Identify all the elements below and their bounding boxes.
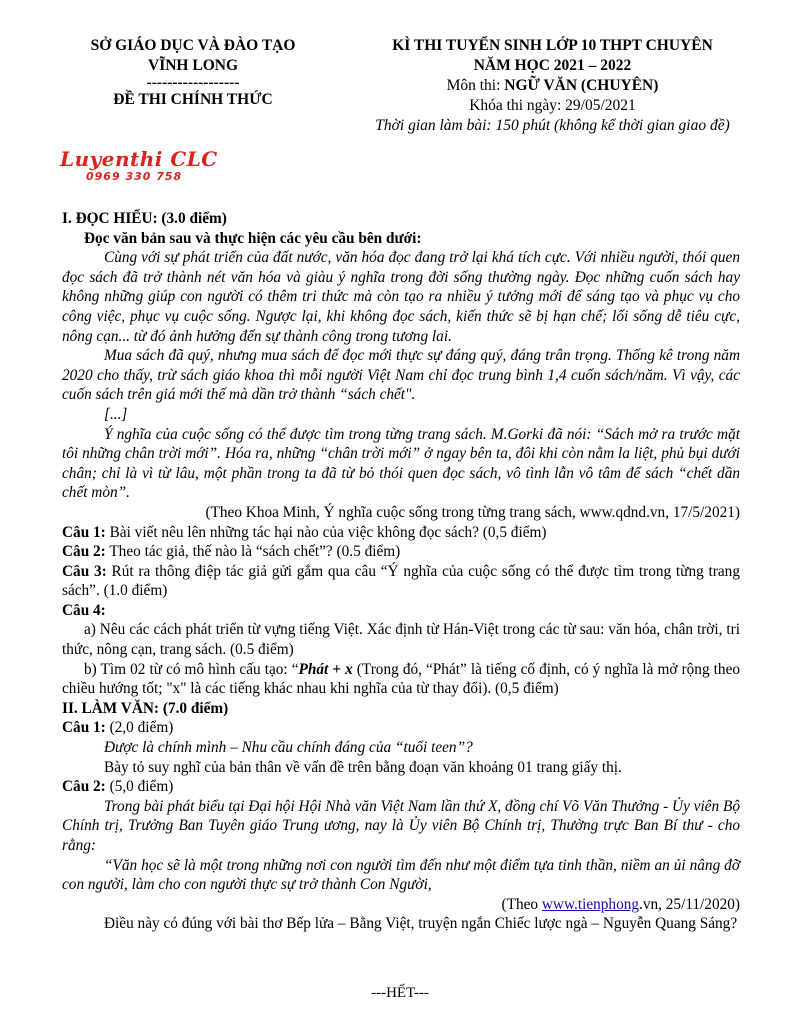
question-label: Câu 1: <box>62 719 106 737</box>
part1-title: I. ĐỌC HIỂU: (3.0 điểm) <box>62 210 227 227</box>
province-name: VĨNH LONG <box>148 57 238 74</box>
passage-paragraph-2: Mua sách đã quý, nhưng mua sách để đọc mới thực sự đáng quý, đáng trân trọng. Thống kê trong năm 2020 cho thấy, trừ sách giáo khoa thì mỗi người Việt Nam chỉ đọc trung bình 1,4 cuốn sách/năm. Vì vậy, các cuốn sách trên giá mới thế mà dần trở thành “sách chết". <box>62 347 740 404</box>
passage-ellipsis: [...] <box>104 405 128 423</box>
passage-paragraph-3: Ý nghĩa của cuộc sống có thể được tìm trong từng trang sách. M.Gorki đã nói: “Sách mở ra trước mặt tôi những chân trời mới”. Hóa ra, những “chân trời mới” ở ngay bên ta, đôi khi còn nằm la liệt, phủ bụi dưới chân; chỉ là vì từ lâu, một phần trong ta đã từ bỏ thói quen đọc sách, vô tình lẫn vô tâm để sách “chết dần chết mòn”. <box>62 425 740 502</box>
part1-instruction: Đọc văn bản sau và thực hiện các yêu cầu bên dưới: <box>84 229 422 247</box>
logo-name: Luyenthi CLC <box>60 147 218 171</box>
department-name: SỞ GIÁO DỤC VÀ ĐÀO TẠO <box>90 37 296 54</box>
question-points: (5,0 điểm) <box>105 778 174 796</box>
question-text: (Trong đó, “Phát” là tiếng cố định, có ý nghĩa là mở rộng theo chiều hướng tốt; "x" là các tiếng khác nhau khi nghĩa của từ thay đổi). (0,5 điểm) <box>62 660 741 698</box>
logo-phone: 0969 330 758 <box>86 170 183 183</box>
question-text: Theo tác giả, thế nào là “sách chết”? (0.5 điểm) <box>105 543 401 561</box>
header-left <box>58 36 328 110</box>
exam-title: KÌ THI TUYỂN SINH LỚP 10 THPT CHUYÊN <box>392 37 713 54</box>
passage-paragraph-1: Cùng với sự phát triển của đất nước, văn hóa đọc đang trở lại khá tích cực. Với nhiều người, thói quen đọc sách đã trở thành nét văn hóa và giàu ý nghĩa trong đời sống thường ngày. Đọc những cuốn sách hay không những giúp con người có thêm tri thức mà còn tạo ra nhiều ý tưởng mới để sáng tạo và phục vụ cho công việc, phục vụ cuộc sống. Ngược lại, khi không đọc sách, kiến thức sẽ bị hạn chế; lối sống dễ tiêu cực, nông cạn... từ đó ảnh hưởng đến sự thành công trong tương lai. <box>62 249 740 345</box>
part2-quote-source <box>62 895 740 915</box>
passage-source: (Theo Khoa Minh, Ý nghĩa cuộc sống trong từng trang sách, www.qdnd.vn, 17/5/2021) <box>205 503 740 521</box>
part1-question-4b <box>62 660 740 699</box>
source-prefix: (Theo <box>501 895 542 913</box>
part1-question-1 <box>62 523 740 543</box>
tienphong-link[interactable]: www.tienphong <box>541 895 640 913</box>
part1-question-4-label: Câu 4: <box>62 601 106 619</box>
question-label: Câu 2: <box>62 543 106 561</box>
part2-question-1-topic: Được là chính mình – Nhu cầu chính đáng của “tuổi teen”? <box>104 739 473 757</box>
question-points: (2,0 điểm) <box>105 719 174 737</box>
question-text: Bài viết nêu lên những tác hại nào của việc không đọc sách? (0,5 điểm) <box>105 523 547 541</box>
part1-question-3 <box>62 562 740 601</box>
question-label: Câu 1: <box>62 523 106 541</box>
part2-question-2-quote: “Văn học sẽ là một trong những nơi con người tìm đến như một điểm tựa tinh thần, niềm an ủi nâng đỡ con người, làm cho con người thực sự trở thành Con Người, <box>62 856 740 894</box>
header-divider: ------------------ <box>146 74 240 91</box>
part2-question-2 <box>62 777 740 797</box>
part2-question-1-task: Bày tỏ suy nghĩ của bản thân về vấn đề trên bằng đoạn văn khoảng 01 trang giấy thị. <box>104 758 622 776</box>
school-year: NĂM HỌC 2021 – 2022 <box>473 57 632 74</box>
end-marker: ---HẾT--- <box>371 985 429 1001</box>
exam-body <box>62 209 740 934</box>
part2-question-2-context: Trong bài phát biểu tại Đại hội Hội Nhà văn Việt Nam lần thứ X, đồng chí Võ Văn Thưởng - Ủy viên Bộ Chính trị, Trưởng Ban Tuyên giáo Trung ương, nay là Ủy viên Bộ Chính trị, Thường trực Ban Bí thư - cho rằng: <box>62 797 740 854</box>
question-label: Câu 3: <box>62 562 107 580</box>
part1-question-4a: a) Nêu các cách phát triển từ vựng tiếng Việt. Xác định từ Hán-Việt trong các từ sau: văn hóa, chân trời, tri thức, nông cạn, trang sách. (0.5 điểm) <box>62 621 740 659</box>
official-status: ĐỀ THI CHÍNH THỨC <box>113 91 273 108</box>
part2-question-1 <box>62 718 740 738</box>
word-formula: Phát + x <box>298 660 353 678</box>
subject-name: NGỮ VĂN (CHUYÊN) <box>504 77 659 94</box>
watermark-logo <box>60 148 220 183</box>
subject-line <box>345 76 760 96</box>
part2-title: II. LÀM VĂN: (7.0 điểm) <box>62 699 229 717</box>
exam-duration: Thời gian làm bài: 150 phút (không kể thời gian giao đề) <box>375 117 730 134</box>
subject-label: Môn thi: <box>446 77 505 94</box>
header-right <box>345 36 760 136</box>
source-suffix: .vn, 25/11/2020) <box>639 895 740 913</box>
question-text: b) Tìm 02 từ có mô hình cấu tạo: “ <box>84 660 299 678</box>
part1-question-2 <box>62 542 740 562</box>
part2-question-2-task: Điều này có đúng với bài thơ Bếp lửa – Bằng Việt, truyện ngắn Chiếc lược ngà – Nguyễn Quang Sáng? <box>104 915 738 933</box>
question-label: Câu 2: <box>62 778 106 796</box>
question-text: Rút ra thông điệp tác giả gửi gắm qua câu “Ý nghĩa của cuộc sống có thể được tìm trong từng trang sách”. (1.0 điểm) <box>62 562 740 600</box>
exam-date: Khóa thi ngày: 29/05/2021 <box>469 97 636 114</box>
